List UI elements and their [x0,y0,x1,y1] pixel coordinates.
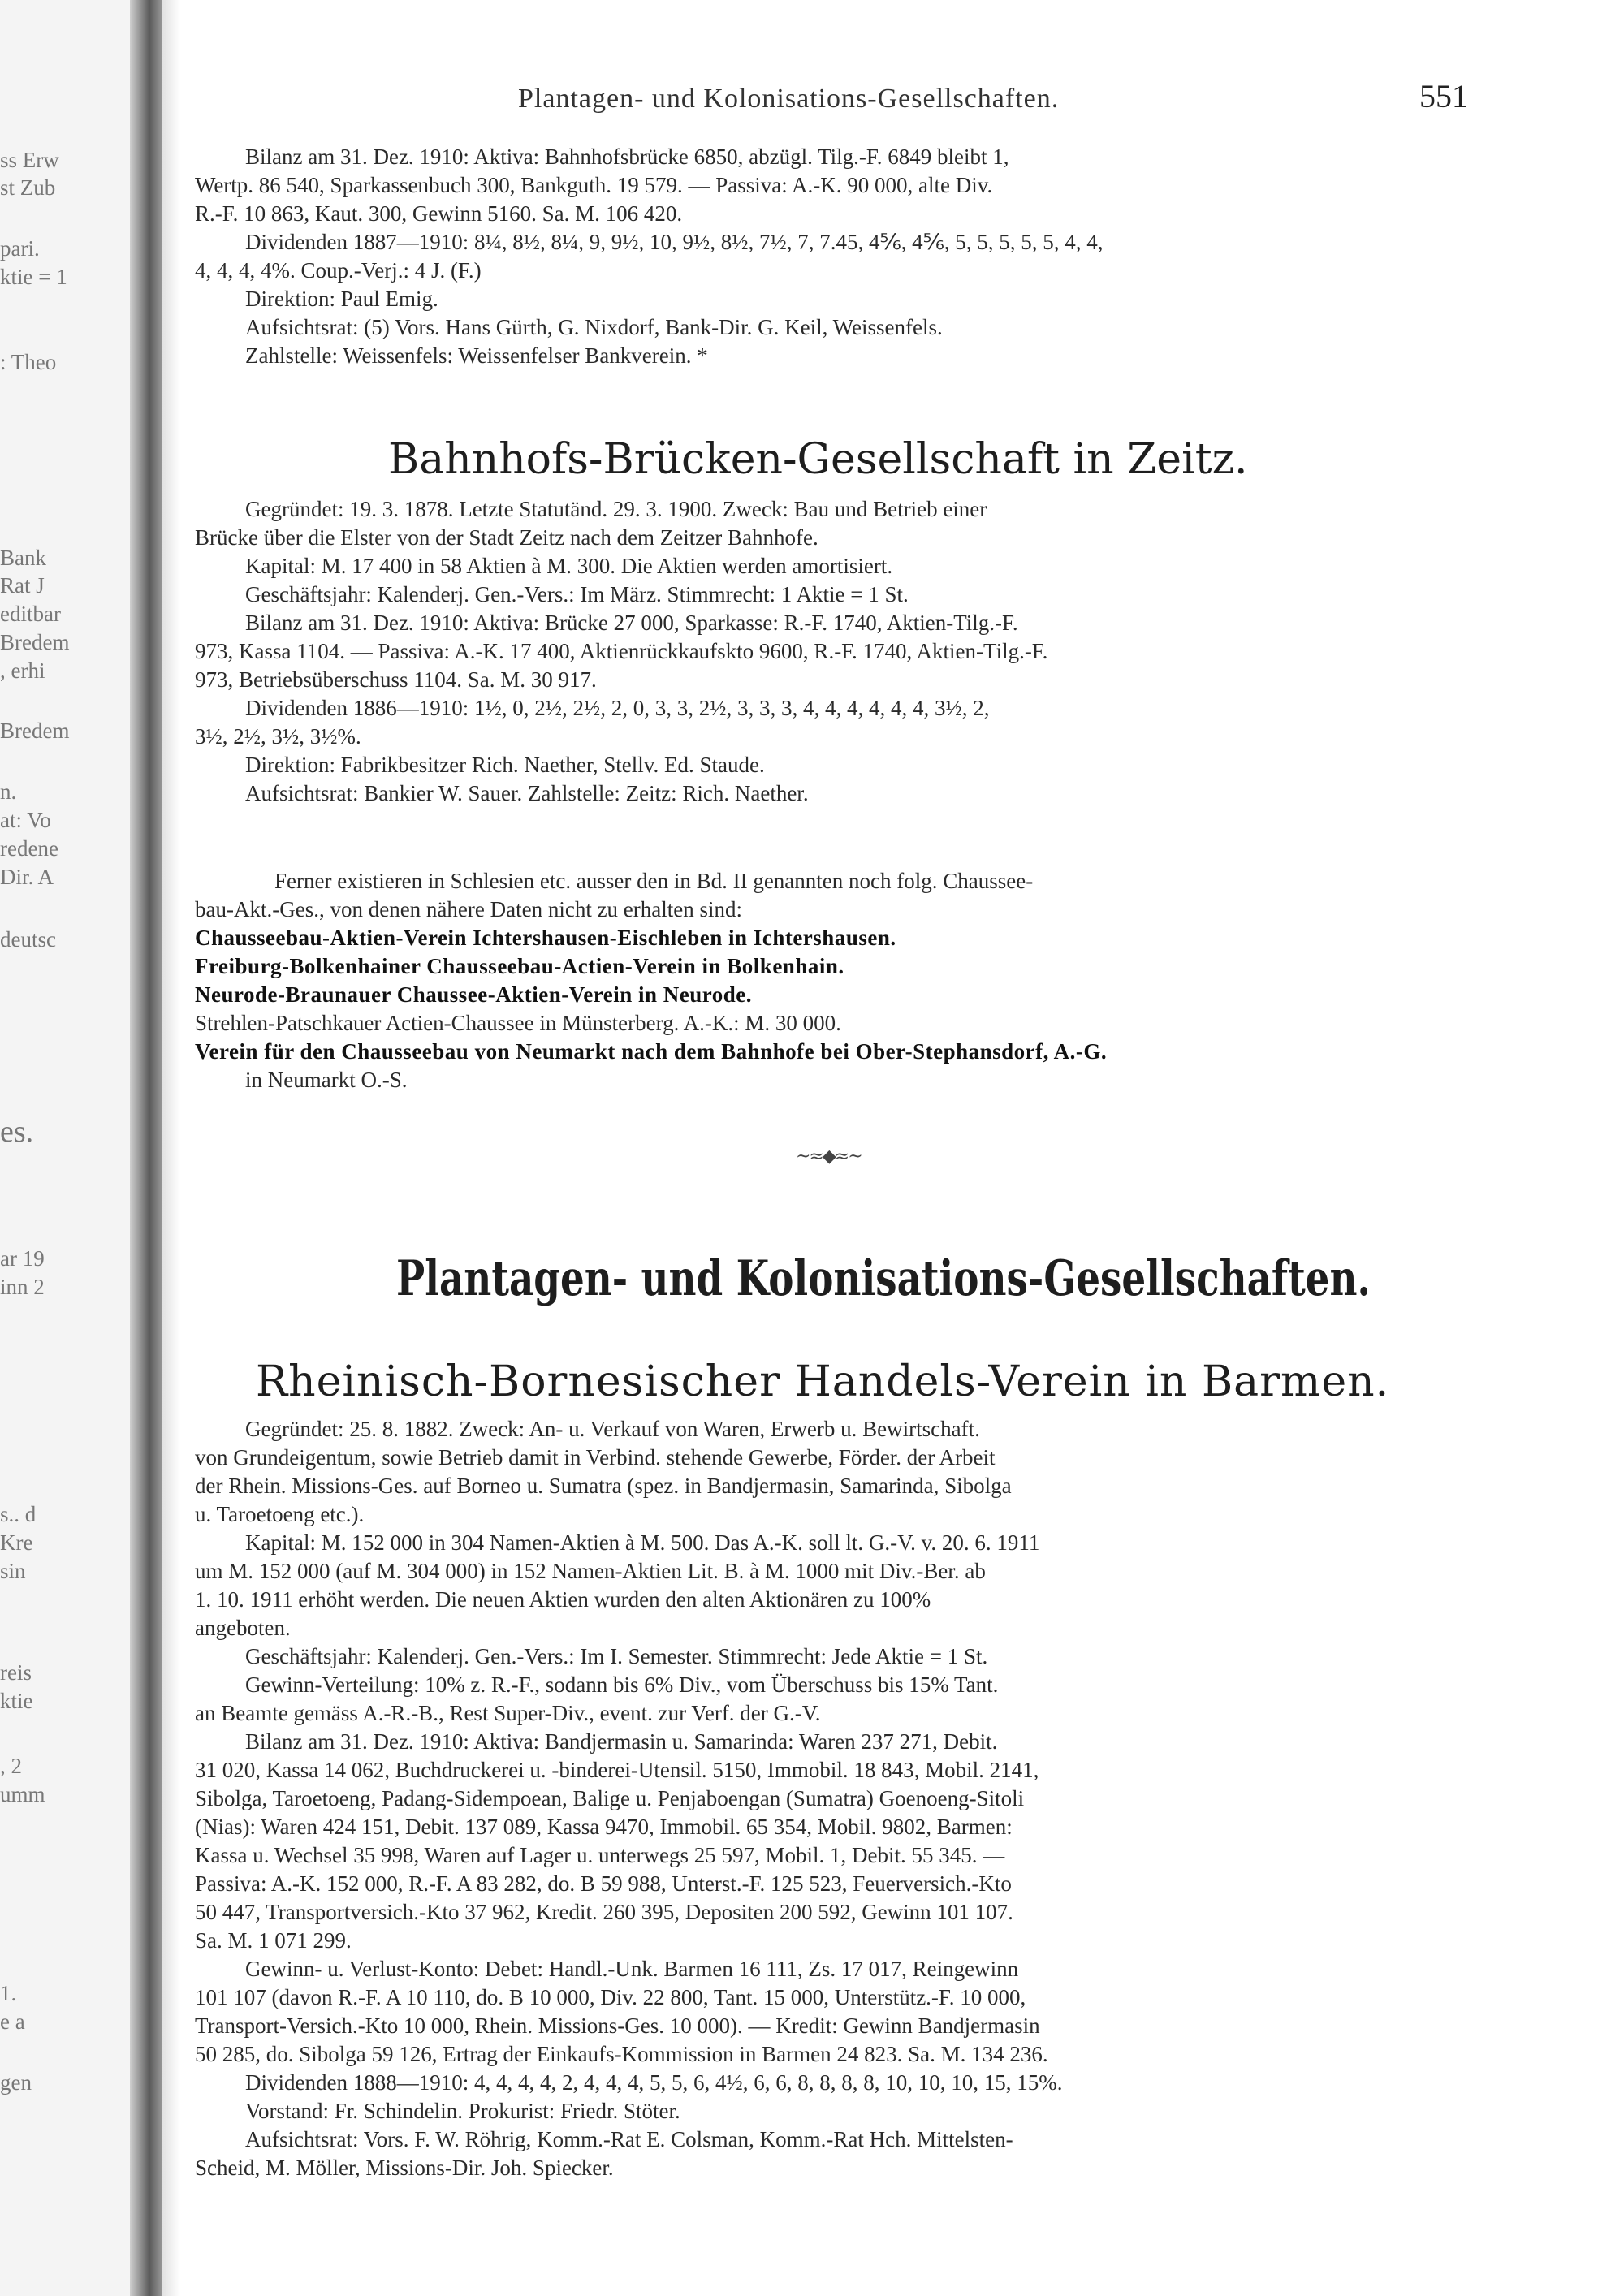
text-line: von Grundeigentum, sowie Betrieb damit in Verbind. stehende Gewerbe, Förder. der Arbeit [195,1445,996,1470]
text-line: Kapital: M. 152 000 in 304 Namen-Aktien à M. 500. Das A.-K. soll lt. G.-V. v. 20. 6. 1911 [245,1530,1040,1555]
left-page-line: umm [0,1782,45,1806]
text-line: 973, Betriebsüberschuss 1104. Sa. M. 30 917. [195,667,597,692]
text-line: Direktion: Paul Emig. [245,287,438,311]
text-line: u. Taroetoeng etc.). [195,1502,365,1526]
text-line: Geschäftsjahr: Kalenderj. Gen.-Vers.: Im I. Semester. Stimmrecht: Jede Aktie = 1 St. [245,1644,988,1668]
left-page-line: s.. d [0,1502,37,1526]
gutter-shadow [162,0,180,2296]
text-line: 101 107 (davon R.-F. A 10 110, do. B 10 000, Div. 22 800, Tant. 15 000, Unterstütz.-F. 10 000, [195,1985,1026,2009]
text-line: Gegründet: 25. 8. 1882. Zweck: An- u. Verkauf von Waren, Erwerb u. Bewirtschaft. [245,1417,980,1441]
left-page-line: inn 2 [0,1275,45,1299]
text-line: angeboten. [195,1616,291,1640]
text-line: 50 285, do. Sibolga 59 126, Ertrag der Einkaufs-Kommission in Barmen 24 823. Sa. M. 134 236. [195,2042,1048,2066]
text-line: in Neumarkt O.-S. [245,1068,408,1092]
text-line: Ferner existieren in Schlesien etc. ausser den in Bd. II genannten noch folg. Chaussee- [274,869,1034,893]
text-line: bau-Akt.-Ges., von denen nähere Daten nicht zu erhalten sind: [195,897,743,921]
left-page-line: ar 19 [0,1246,45,1271]
left-page-line: es. [0,1115,34,1149]
text-line: R.-F. 10 863, Kaut. 300, Gewinn 5160. Sa. M. 106 420. [195,201,683,226]
text-line: Direktion: Fabrikbesitzer Rich. Naether, Stellv. Ed. Staude. [245,753,765,777]
chapter-title: Plantagen- und Kolonisations-Gesellschaften. [396,1250,1371,1307]
text-line: Brücke über die Elster von der Stadt Zeitz nach dem Zeitzer Bahnhofe. [195,525,818,550]
left-page-line: deutsc [0,927,56,952]
left-page-line: Rat J [0,573,45,598]
text-line: Kapital: M. 17 400 in 58 Aktien à M. 300. Die Aktien werden amortisiert. [245,554,893,578]
book-gutter [130,0,162,2296]
left-page-line: redene [0,836,58,861]
text-line: um M. 152 000 (auf M. 304 000) in 152 Namen-Aktien Lit. B. à M. 1000 mit Div.-Ber. ab [195,1559,986,1583]
text-line: 31 020, Kassa 14 062, Buchdruckerei u. -binderei-Utensil. 5150, Immobil. 18 843, Mobil. 2141, [195,1758,1039,1782]
text-line: 3½, 2½, 3½, 3½%. [195,724,361,749]
left-page-line: at: Vo [0,808,51,832]
left-page-fragment [0,0,136,2296]
text-line: Bilanz am 31. Dez. 1910: Aktiva: Bahnhofsbrücke 6850, abzügl. Tilg.-F. 6849 bleibt 1, [245,145,1009,169]
text-line: Sa. M. 1 071 299. [195,1928,352,1953]
text-line: Aufsichtsrat: (5) Vors. Hans Gürth, G. Nixdorf, Bank-Dir. G. Keil, Weissenfels. [245,315,943,339]
left-page-line: ktie [0,1689,33,1713]
text-line: Gewinn- u. Verlust-Konto: Debet: Handl.-Unk. Barmen 16 111, Zs. 17 017, Reingewinn [245,1957,1019,1981]
text-line: Aufsichtsrat: Vors. F. W. Röhrig, Komm.-Rat E. Colsman, Komm.-Rat Hch. Mittelsten- [245,2127,1013,2151]
section-title: Rheinisch-Bornesischer Handels-Verein in Barmen. [256,1357,1390,1406]
text-line: Dividenden 1886—1910: 1½, 0, 2½, 2½, 2, 0, 3, 3, 2½, 3, 3, 3, 4, 4, 4, 4, 4, 4, 3½, 2, [245,696,990,720]
left-page-line: Bredem [0,630,70,654]
left-page-line: : Theo [0,350,57,374]
section-title: Bahnhofs-Brücken-Gesellschaft in Zeitz. [388,435,1248,484]
text-line: Vorstand: Fr. Schindelin. Prokurist: Friedr. Stöter. [245,2099,680,2123]
text-line: Aufsichtsrat: Bankier W. Sauer. Zahlstelle: Zeitz: Rich. Naether. [245,781,809,805]
text-line: Bilanz am 31. Dez. 1910: Aktiva: Brücke 27 000, Sparkasse: R.-F. 1740, Aktien-Tilg.-F. [245,611,1018,635]
text-line: Chausseebau-Aktien-Verein Ichtershausen-Eischleben in Ichtershausen. [195,926,896,950]
left-page-line: ss Erw [0,148,59,172]
left-page-line: editbar [0,602,61,626]
left-page-line: st Zub [0,175,56,200]
text-line: Gegründet: 19. 3. 1878. Letzte Statutänd. 29. 3. 1900. Zweck: Bau und Betrieb einer [245,497,987,521]
left-page-line: n. [0,779,17,804]
left-page-line: 1. [0,1981,17,2005]
text-line: Strehlen-Patschkauer Actien-Chaussee in Münsterberg. A.-K.: M. 30 000. [195,1011,841,1035]
left-page-line: Bank [0,546,46,570]
text-line: Passiva: A.-K. 152 000, R.-F. A 83 282, do. B 59 988, Unterst.-F. 125 523, Feuerversich.-Kto [195,1871,1012,1896]
text-line: Kassa u. Wechsel 35 998, Waren auf Lager u. unterwegs 25 597, Mobil. 1, Debit. 55 345. — [195,1843,1005,1867]
left-page-line: Kre [0,1530,33,1555]
text-line: Sibolga, Taroetoeng, Padang-Sidempoean, Balige u. Penjaboengan (Sumatra) Goenoeng-Sitoli [195,1786,1025,1810]
text-line: 4, 4, 4, 4%. Coup.-Verj.: 4 J. (F.) [195,258,482,283]
text-line: Freiburg-Bolkenhainer Chausseebau-Actien-Verein in Bolkenhain. [195,954,844,978]
left-page-line: Bredem [0,719,70,743]
left-page-line: , erhi [0,658,45,683]
text-line: Geschäftsjahr: Kalenderj. Gen.-Vers.: Im März. Stimmrecht: 1 Aktie = 1 St. [245,582,909,606]
page-number: 551 [1419,78,1468,114]
left-page-line: gen [0,2070,32,2095]
ornament-divider: ~≈◆≈~ [796,1146,862,1167]
text-line: Dividenden 1887—1910: 8¼, 8½, 8¼, 9, 9½, 10, 9½, 8½, 7½, 7, 7.45, 4⅚, 4⅚, 5, 5, 5, 5, 5, 4, 4, [245,230,1104,254]
text-line: 1. 10. 1911 erhöht werden. Die neuen Aktien wurden den alten Aktionären zu 100% [195,1587,931,1612]
left-page-line: sin [0,1559,26,1583]
text-line: Bilanz am 31. Dez. 1910: Aktiva: Bandjermasin u. Samarinda: Waren 237 271, Debit. [245,1729,998,1754]
text-line: Zahlstelle: Weissenfels: Weissenfelser Bankverein. * [245,343,708,368]
text-line: Gewinn-Verteilung: 10% z. R.-F., sodann bis 6% Div., vom Überschuss bis 15% Tant. [245,1672,999,1697]
text-line: Scheid, M. Möller, Missions-Dir. Joh. Spiecker. [195,2156,614,2180]
text-line: (Nias): Waren 424 151, Debit. 137 089, Kassa 9470, Immobil. 65 354, Mobil. 9802, Barmen: [195,1815,1013,1839]
left-page-line: ktie = 1 [0,265,67,289]
text-line: Wertp. 86 540, Sparkassenbuch 300, Bankguth. 19 579. — Passiva: A.-K. 90 000, alte Div. [195,173,993,197]
text-line: an Beamte gemäss A.-R.-B., Rest Super-Div., event. zur Verf. der G.-V. [195,1701,821,1725]
text-line: 973, Kassa 1104. — Passiva: A.-K. 17 400, Aktienrückkaufskto 9600, R.-F. 1740, Aktien-Tilg.-F. [195,639,1048,663]
left-page-line: , 2 [0,1754,22,1778]
text-line: Transport-Versich.-Kto 10 000, Rhein. Missions-Ges. 10 000). — Kredit: Gewinn Bandjermasin [195,2013,1040,2038]
left-page-line: Dir. A [0,865,54,889]
left-page-line: e a [0,2009,25,2034]
text-line: der Rhein. Missions-Ges. auf Borneo u. Sumatra (spez. in Bandjermasin, Samarinda, Sibolga [195,1474,1012,1498]
text-line: Dividenden 1888—1910: 4, 4, 4, 4, 2, 4, 4, 4, 5, 5, 6, 4½, 6, 6, 8, 8, 8, 8, 10, 10, 10, 15, 15%. [245,2070,1063,2095]
text-line: 50 447, Transportversich.-Kto 37 962, Kredit. 260 395, Depositen 200 592, Gewinn 101 107. [195,1900,1013,1924]
running-title: Plantagen- und Kolonisations-Gesellschaften. [518,84,1060,114]
left-page-line: reis [0,1660,32,1685]
text-line: Verein für den Chausseebau von Neumarkt nach dem Bahnhofe bei Ober-Stephansdorf, A.-G. [195,1039,1108,1064]
text-line: Neurode-Braunauer Chaussee-Aktien-Verein in Neurode. [195,982,753,1007]
left-page-line: pari. [0,236,40,261]
